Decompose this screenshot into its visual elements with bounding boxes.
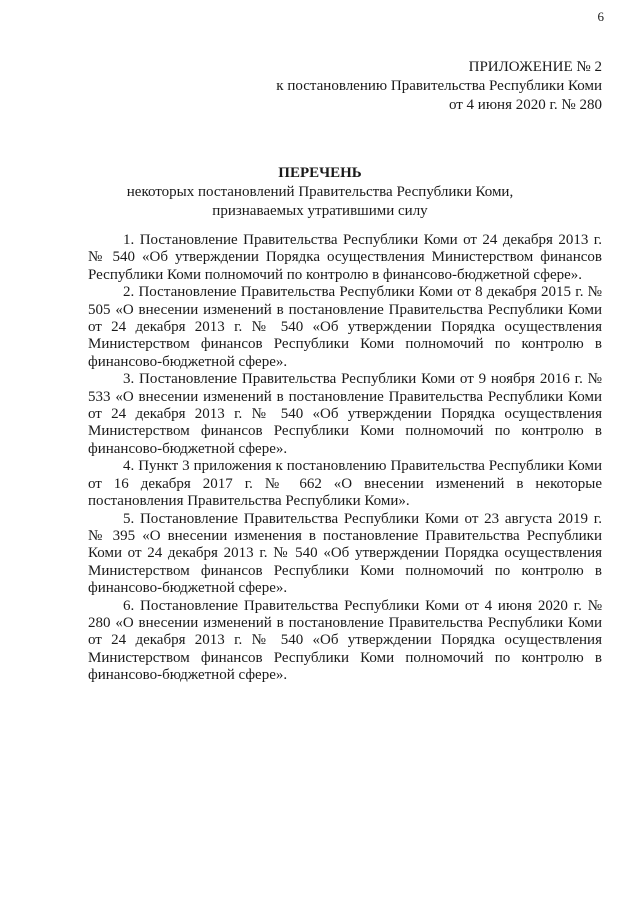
resolution-list bbox=[88, 232, 602, 685]
document-subtitle-line: признаваемых утратившими силу bbox=[212, 203, 428, 219]
list-item: 1. Постановление Правительства Республики Коми от 24 декабря 2013 г. № 540 «Об утверждении Порядка осуществления Министерством финансов Республики Коми полномочий по контролю в финансово-бюджетной сфере». bbox=[88, 232, 602, 283]
appendix-line: к постановлению Правительства Республики Коми bbox=[276, 78, 602, 94]
list-item: 5. Постановление Правительства Республики Коми от 23 августа 2019 г. № 395 «О внесении изменения в постановление Правительства Республики Коми от 24 декабря 2013 г. № 540 «Об утверждении Порядка осуществления Министерством финансов Республики Коми полномочий по контролю в финансово-бюджетной сфере». bbox=[88, 510, 602, 597]
document-subtitle-line: некоторых постановлений Правительства Республики Коми, bbox=[126, 184, 514, 200]
page-number: 6 bbox=[597, 9, 604, 24]
title-block bbox=[0, 164, 640, 221]
appendix-header bbox=[276, 58, 602, 115]
appendix-line: от 4 июня 2020 г. № 280 bbox=[448, 97, 602, 113]
list-item: 2. Постановление Правительства Республики Коми от 8 декабря 2015 г. № 505 «О внесении изменений в постановление Правительства Республики Коми от 24 декабря 2013 г. № 540 «Об утверждении Порядка осуществления Министерством финансов Республики Коми полномочий по контролю в финансово-бюджетной сфере». bbox=[88, 284, 602, 370]
list-item: 3. Постановление Правительства Республики Коми от 9 ноября 2016 г. № 533 «О внесении изменений в постановление Правительства Республики Коми от 24 декабря 2013 г. № 540 «Об утверждении Порядка осуществления Министерством финансов Республики Коми полномочий по контролю в финансово-бюджетной сфере». bbox=[88, 371, 602, 457]
document-title: ПЕРЕЧЕНЬ bbox=[278, 165, 362, 181]
list-item: 6. Постановление Правительства Республики Коми от 4 июня 2020 г. № 280 «О внесении изменений в постановление Правительства Республики Коми от 24 декабря 2013 г. № 540 «Об утверждении Порядка осуществления Министерством финансов Республики Коми полномочий по контролю в финансово-бюджетной сфере». bbox=[88, 597, 602, 684]
appendix-line: ПРИЛОЖЕНИЕ № 2 bbox=[468, 59, 602, 75]
list-item: 4. Пункт 3 приложения к постановлению Правительства Республики Коми от 16 декабря 2017 г. № 662 «О внесении изменений в некоторые постановления Правительства Республики Коми». bbox=[88, 458, 602, 510]
